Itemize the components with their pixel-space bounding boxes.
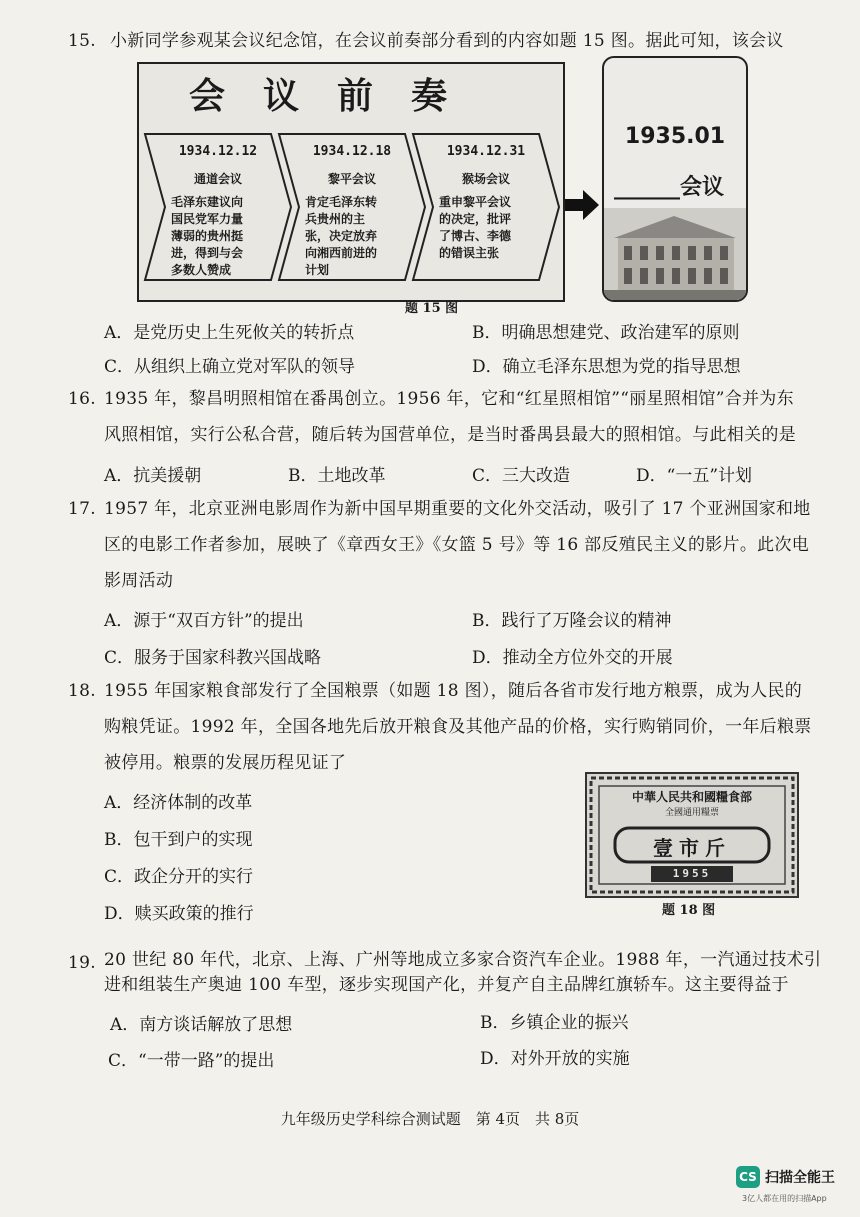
q19-line-1: 20 世纪 80 年代，北京、上海、广州等地成立多家合资汽车企业。1988 年，一汽通过技术引 [104, 950, 822, 970]
q18-option-c[interactable]: C．政企分开的实行 [104, 867, 254, 887]
q16-option-a[interactable]: A．抗美援朝 [104, 466, 202, 486]
q17-option-a[interactable]: A．源于“双百方针”的提出 [104, 611, 304, 631]
q15-figure-panel [137, 62, 565, 302]
q18-line-2: 购粮凭证。1992 年，全国各地先后放开粮食及其他产品的价格，实行购销同价，一年后粮票 [104, 717, 812, 737]
coupon-value: 壹市斤 [653, 836, 731, 860]
q16-line-1: 1935 年，黎昌明照相馆在番禺创立。1956 年，它和“红星照相馆”“丽星照相馆”合并为东 [104, 389, 794, 409]
q17-option-d[interactable]: D．推动全方位外交的开展 [472, 648, 673, 668]
coupon-year: 1955 [672, 867, 712, 880]
scanner-logo-icon: CS [736, 1166, 760, 1188]
q17-line-2: 区的电影工作者参加，展映了《章西女王》《女篮 5 号》等 16 部反殖民主义的影片。此次电 [104, 535, 810, 555]
q18-ration-coupon [585, 772, 799, 898]
q17-number: 17. [68, 499, 96, 519]
q15-result-date: 1935.01 [624, 124, 726, 149]
q19-number: 19. [68, 953, 96, 973]
q17-line-3: 影周活动 [104, 571, 174, 591]
q18-line-1: 1955 年国家粮食部发行了全国粮票（如题 18 图），随后各省市发行地方粮票，成为人民的 [104, 681, 803, 701]
q17-line-1: 1957 年，北京亚洲电影周作为新中国早期重要的文化外交活动，吸引了 17 个亚洲国家和地 [104, 499, 811, 519]
q16-option-b[interactable]: B．土地改革 [288, 466, 386, 486]
q18-option-d[interactable]: D．赎买政策的推行 [104, 904, 254, 924]
q19-option-d[interactable]: D．对外开放的实施 [480, 1049, 630, 1069]
q15-step-name: 通道会议 [193, 172, 242, 186]
q15-option-a[interactable]: A．是党历史上生死攸关的转折点 [104, 323, 355, 343]
q15-step-name: 黎平会议 [327, 172, 376, 186]
q15-number: 15. [68, 31, 96, 51]
scanner-app-name: 扫描全能王 [765, 1170, 835, 1186]
q15-result-panel [602, 56, 748, 302]
q15-step-text: 重申黎平会议的决定，批评了博古、李德的错误主张 [439, 195, 512, 260]
q15-step-1 [143, 132, 293, 282]
q16-number: 16. [68, 389, 96, 409]
q18-option-b[interactable]: B．包干到户的实现 [104, 830, 253, 850]
q17-option-c[interactable]: C．服务于国家科教兴国战略 [104, 648, 322, 668]
q17-option-b[interactable]: B．践行了万隆会议的精神 [472, 611, 672, 631]
q15-figure-caption: 题 15 图 [405, 301, 459, 316]
q19-option-c[interactable]: C．“一带一路”的提出 [108, 1051, 275, 1071]
q15-option-b[interactable]: B．明确思想建党、政治建军的原则 [472, 323, 740, 343]
q18-figure-caption: 题 18 图 [662, 903, 716, 918]
q15-step-date: 1934.12.18 [312, 144, 392, 159]
q15-step-3 [411, 132, 561, 282]
right-arrow-icon [565, 190, 601, 224]
q19-option-a[interactable]: A．南方谈话解放了思想 [110, 1015, 293, 1035]
q18-number: 18. [68, 681, 96, 701]
q15-figure-title: 会议前奏 [189, 75, 486, 117]
q16-option-c[interactable]: C．三大改造 [472, 466, 571, 486]
q19-line-2: 进和组装生产奥迪 100 车型，逐步实现国产化，并复产自主品牌红旗轿车。这主要得益于 [104, 975, 789, 995]
q15-result-blank: ______会议 [614, 174, 725, 200]
q15-step-text: 肯定毛泽东转兵贵州的主张，决定放弃向湘西前进的计划 [305, 195, 378, 277]
coupon-header: 中華人民共和國糧食部 [631, 790, 752, 804]
q18-option-a[interactable]: A．经济体制的改革 [104, 793, 253, 813]
coupon-subheader: 全國通用糧票 [664, 808, 719, 818]
q15-step-date: 1934.12.12 [178, 144, 258, 159]
q15-stem: 小新同学参观某会议纪念馆，在会议前奏部分看到的内容如题 15 图。据此可知，该会议 [110, 31, 784, 51]
q18-line-3: 被停用。粮票的发展历程见证了 [104, 753, 347, 773]
q15-step-name: 猴场会议 [461, 172, 510, 186]
q15-step-text: 毛泽东建议向国民党军力量薄弱的贵州挺进，得到与会多数人赞成 [171, 195, 244, 277]
page-footer: 九年级历史学科综合测试题 第 4页 共 8页 [280, 1110, 580, 1128]
q15-step-2 [277, 132, 427, 282]
q16-line-2: 风照相馆，实行公私合营，随后转为国营单位，是当时番禺县最大的照相馆。与此相关的是 [104, 425, 796, 445]
q16-option-d[interactable]: D．“一五”计划 [636, 466, 753, 486]
scanner-slogan: 3亿人都在用的扫描App [742, 1194, 827, 1203]
q15-step-date: 1934.12.31 [446, 144, 526, 159]
q19-option-b[interactable]: B．乡镇企业的振兴 [480, 1013, 629, 1033]
q15-option-c[interactable]: C．从组织上确立党对军队的领导 [104, 357, 356, 377]
q15-option-d[interactable]: D．确立毛泽东思想为党的指导思想 [472, 357, 741, 377]
building-photo-icon [604, 208, 746, 300]
